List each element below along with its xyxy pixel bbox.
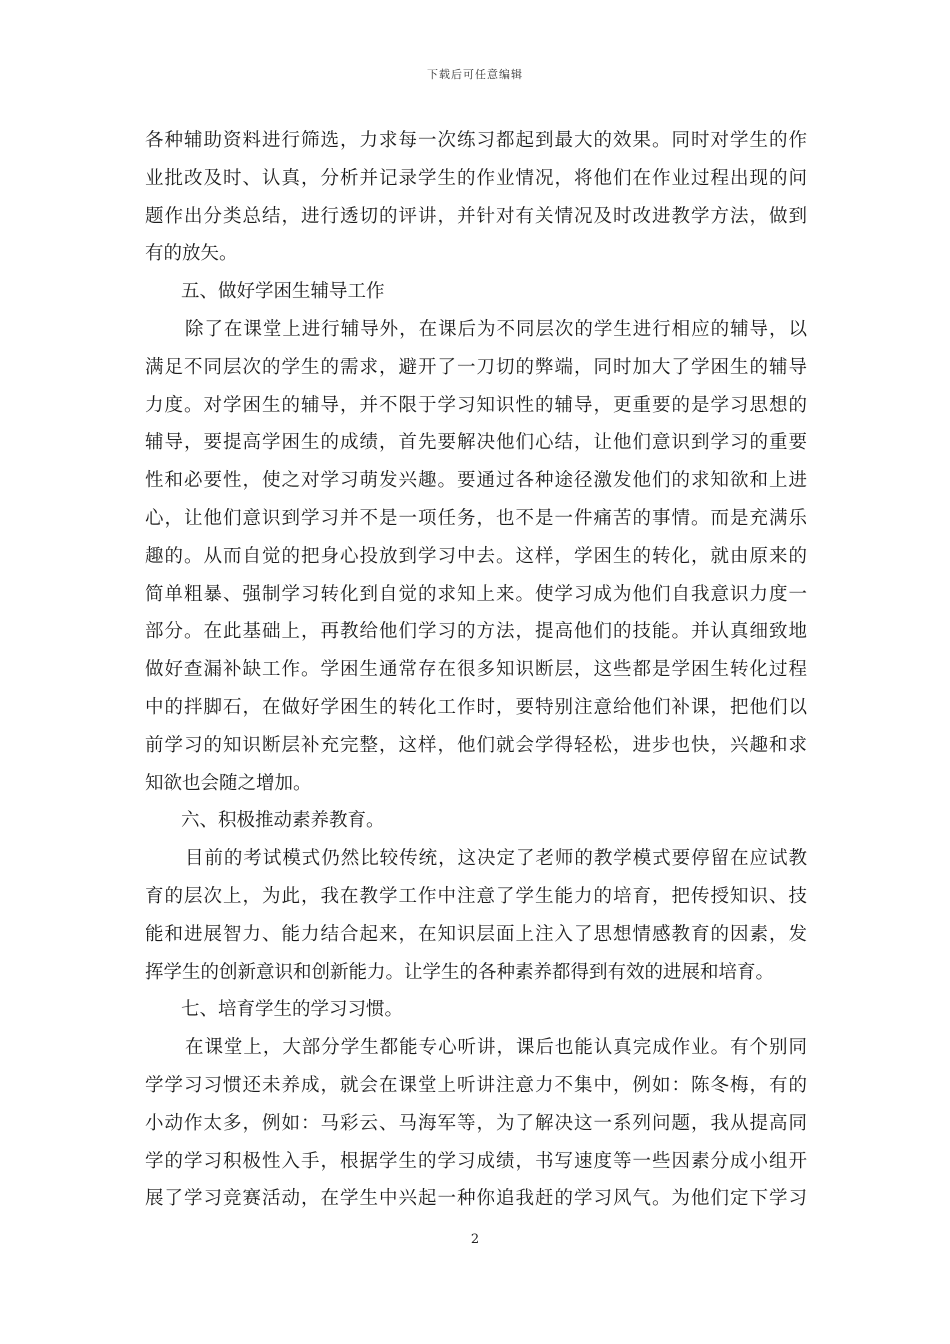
paragraph-line: 中的拌脚石，在做好学困生的转化工作时，要特别注意给他们补课，把他们以 (145, 696, 807, 718)
document-body (145, 122, 807, 1218)
paragraph-line: 目前的考试模式仍然比较传统，这决定了老师的教学模式要停留在应试教 (185, 848, 807, 870)
paragraph-line: 简单粗暴、强制学习转化到自觉的求知上来。使学习成为他们自我意识力度一 (145, 583, 807, 605)
paragraph-line: 挥学生的创新意识和创新能力。让学生的各种素养都得到有效的进展和培育。 (145, 961, 775, 983)
paragraph-line: 各种辅助资料进行筛选，力求每一次练习都起到最大的效果。同时对学生的作 (145, 130, 807, 151)
paragraph-line: 心，让他们意识到学习并不是一项任务，也不是一件痛苦的事情。而是充满乐 (145, 507, 807, 529)
paragraph-line: 小动作太多，例如：马彩云、马海军等，为了解决这一系列问题，我从提高同 (145, 1112, 807, 1134)
paragraph-line: 前学习的知识断层补充完整，这样，他们就会学得轻松，进步也快，兴趣和求 (145, 734, 807, 756)
paragraph-line: 除了在课堂上进行辅导外，在课后为不同层次的学生进行相应的辅导，以 (185, 318, 807, 340)
paragraph-line: 知欲也会随之增加。 (145, 772, 312, 794)
paragraph-line: 学学习习惯还未养成，就会在课堂上听讲注意力不集中，例如：陈冬梅，有的 (145, 1074, 807, 1096)
section-heading: 七、培育学生的学习习惯。 (181, 999, 404, 1021)
paragraph-line: 趣的。从而自觉的把身心投放到学习中去。这样，学困生的转化，就由原来的 (145, 545, 807, 567)
paragraph-line: 能和进展智力、能力结合起来，在知识层面上注入了思想情感教育的因素，发 (145, 923, 807, 945)
paragraph-line: 学的学习积极性入手，根据学生的学习成绩，书写速度等一些因素分成小组开 (145, 1150, 807, 1172)
paragraph-line: 在课堂上，大部分学生都能专心听讲，课后也能认真完成作业。有个别同 (185, 1037, 807, 1059)
paragraph-line: 满足不同层次的学生的需求，避开了一刀切的弊端，同时加大了学困生的辅导 (145, 356, 807, 378)
paragraph-line: 力度。对学困生的辅导，并不限于学习知识性的辅导，更重要的是学习思想的 (145, 394, 807, 416)
paragraph-line: 展了学习竞赛活动，在学生中兴起一种你追我赶的学习风气。为他们定下学习 (145, 1188, 807, 1210)
paragraph-line: 部分。在此基础上，再教给他们学习的方法，提高他们的技能。并认真细致地 (145, 621, 807, 643)
paragraph-line: 性和必要性，使之对学习萌发兴趣。要通过各种途径激发他们的求知欲和上进 (145, 470, 807, 492)
section-heading: 五、做好学困生辅导工作 (181, 281, 385, 303)
paragraph-line: 有的放矢。 (145, 243, 238, 265)
paragraph-line: 育的层次上，为此，我在教学工作中注意了学生能力的培育，把传授知识、技 (145, 885, 807, 907)
paragraph-line: 辅导，要提高学困生的成绩，首先要解决他们心结，让他们意识到学习的重要 (145, 432, 807, 454)
page-number: 2 (470, 1232, 480, 1247)
paragraph-line: 业批改及时、认真，分析并记录学生的作业情况，将他们在作业过程出现的问 (145, 167, 807, 189)
paragraph-line: 题作出分类总结，进行透切的评讲，并针对有关情况及时改进教学方法，做到 (145, 205, 807, 227)
section-heading: 六、积极推动素养教育。 (181, 810, 385, 832)
page-header: 下载后可任意编辑 (427, 68, 523, 81)
paragraph-line: 做好查漏补缺工作。学困生通常存在很多知识断层，这些都是学困生转化过程 (145, 659, 807, 681)
